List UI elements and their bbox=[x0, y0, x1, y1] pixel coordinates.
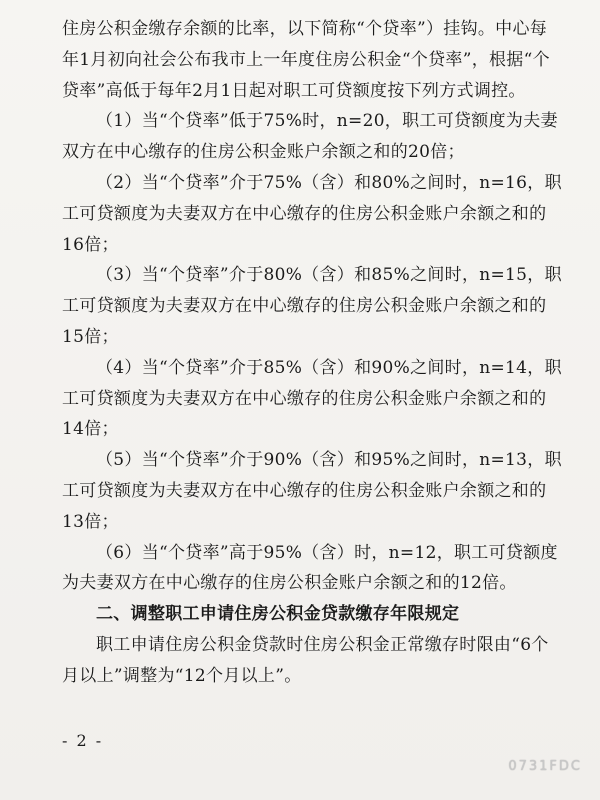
rule-item-6: （6）当“个贷率”高于95%（含）时，n=12，职工可贷额度为夫妻双方在中心缴存的住房公积金账户余额之和的12倍。 bbox=[62, 542, 558, 594]
rule-item-1: （1）当“个贷率”低于75%时，n=20，职工可贷额度为夫妻双方在中心缴存的住房公积金账户余额之和的20倍； bbox=[62, 111, 558, 163]
section-heading: 二、调整职工申请住房公积金贷款缴存年限规定 bbox=[96, 604, 460, 625]
rule-item-3: （3）当“个贷率”介于80%（含）和85%之间时，n=15，职工可贷额度为夫妻双方在中心缴存的住房公积金账户余额之和的15倍； bbox=[62, 265, 562, 347]
rule-item-5: （5）当“个贷率”介于90%（含）和95%之间时，n=13，职工可贷额度为夫妻双方在中心缴存的住房公积金账户余额之和的13倍； bbox=[62, 450, 562, 532]
watermark: 0731FDC bbox=[508, 759, 582, 774]
intro-paragraph: 住房公积金缴存余额的比率，以下简称“个贷率”）挂钩。中心每年1月初向社会公布我市上一年度住房公积金“个贷率”，根据“个贷率”高低于每年2月1日起对职工可贷额度按下列方式调控。 bbox=[62, 19, 550, 101]
rule-item-4: （4）当“个贷率”介于85%（含）和90%之间时，n=14，职工可贷额度为夫妻双方在中心缴存的住房公积金账户余额之和的14倍； bbox=[62, 357, 562, 440]
page-number: - 2 - bbox=[62, 731, 104, 750]
rule-item-2: （2）当“个贷率”介于75%（含）和80%之间时，n=16，职工可贷额度为夫妻双方在中心缴存的住房公积金账户余额之和的16倍； bbox=[62, 172, 562, 255]
section-body: 职工申请住房公积金贷款时住房公积金正常缴存时限由“6个月以上”调整为“12个月以上”。 bbox=[62, 634, 549, 686]
document-body bbox=[62, 14, 562, 692]
